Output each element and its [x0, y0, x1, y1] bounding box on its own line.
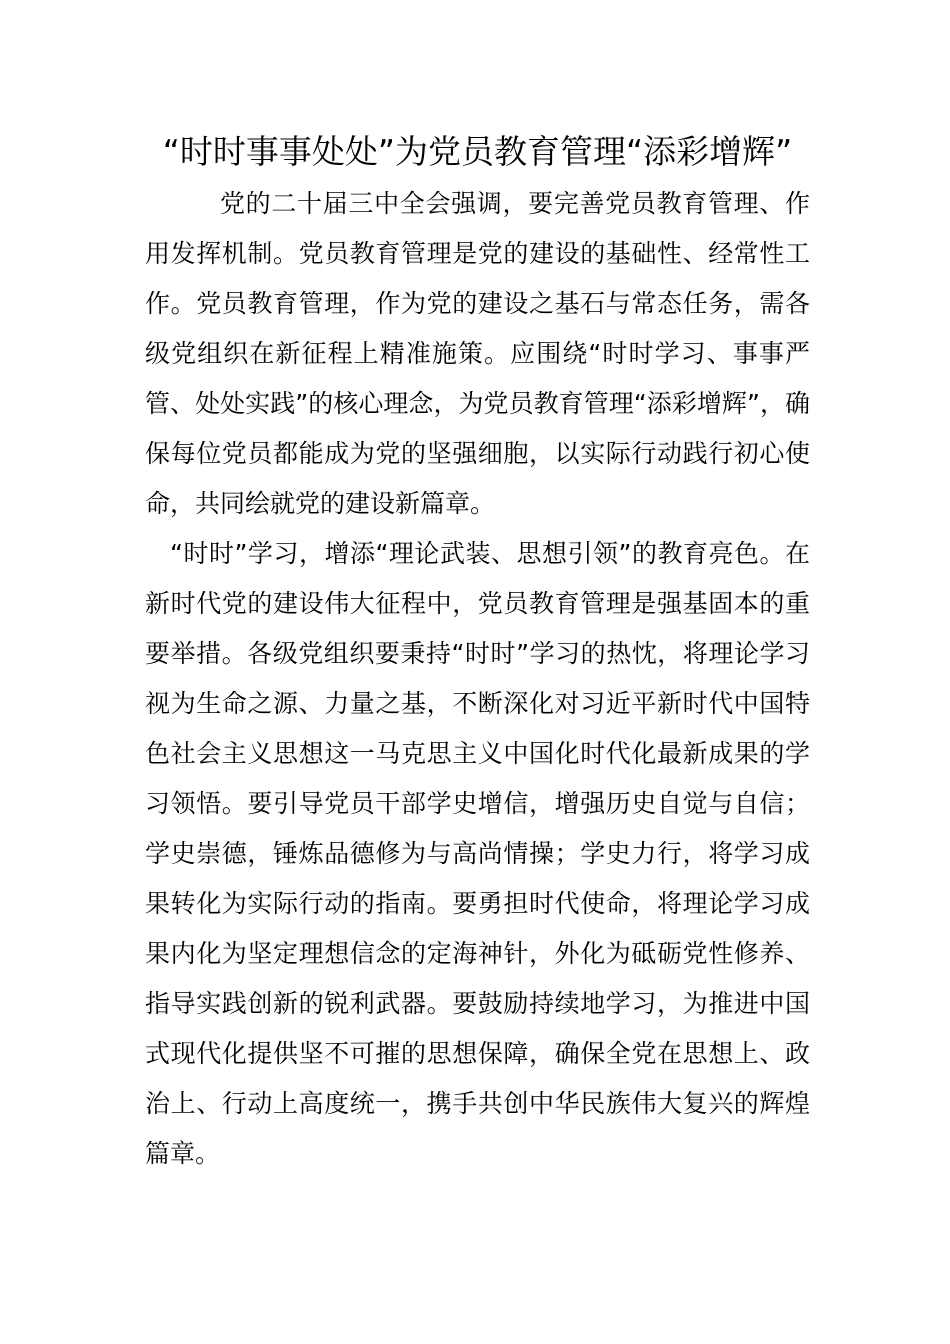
- document-title: “时时事事处处”为党员教育管理“添彩增辉”: [162, 132, 793, 171]
- paragraph-intro: 党的二十届三中全会强调，要完善党员教育管理、作用发挥机制。党员教育管理是党的建设的基础性、经常性工作。党员教育管理，作为党的建设之基石与常态任务，需各级党组织在新征程上精准施策。应围绕“时时学习、事事严管、处处实践”的核心理念，为党员教育管理“添彩增辉”，确保每位党员都能成为党的坚强细胞，以实际行动践行初心使命，共同绘就党的建设新篇章。: [145, 189, 810, 518]
- paragraph-section-1: “时时”学习，增添“理论武装、思想引领”的教育亮色。在新时代党的建设伟大征程中，党员教育管理是强基固本的重要举措。各级党组织要秉持“时时”学习的热忱，将理论学习视为生命之源、力量之基，不断深化对习近平新时代中国特色社会主义思想这一马克思主义中国化时代化最新成果的学习领悟。要引导党员干部学史增信，增强历史自觉与自信；学史崇德，锤炼品德修为与高尚情操；学史力行，将学习成果转化为实际行动的指南。要勇担时代使命，将理论学习成果内化为坚定理想信念的定海神针，外化为砥砺党性修养、指导实践创新的锐利武器。要鼓励持续地学习，为推进中国式现代化提供坚不可摧的思想保障，确保全党在思想上、政治上、行动上高度统一，携手共创中华民族伟大复兴的辉煌篇章。: [145, 539, 810, 1168]
- document-page: [145, 128, 810, 1179]
